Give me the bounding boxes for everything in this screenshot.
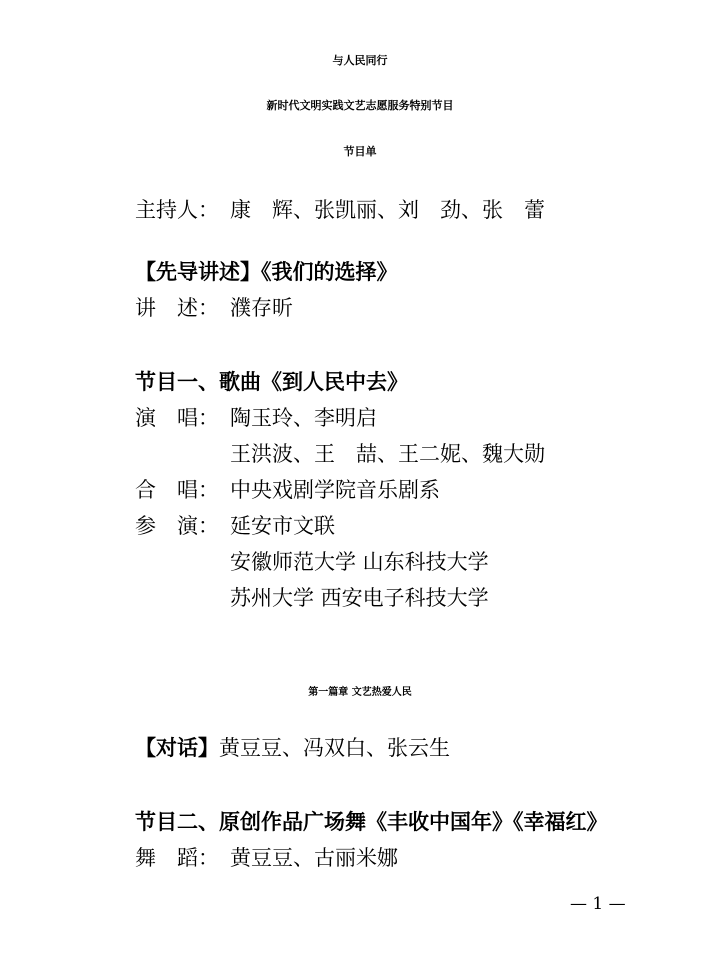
page-number: — 1 — [570, 894, 626, 914]
participants-value-1: 延安市文联 [230, 514, 335, 538]
singers-value-1: 陶玉玲、李明启 [230, 406, 377, 430]
program2-heading: 节目二、原创作品广场舞《丰收中国年》《幸福红》 [135, 810, 608, 834]
dance-label: 舞 蹈： [135, 846, 219, 870]
program1-chorus-line [135, 476, 440, 504]
program1-participants-line [135, 512, 335, 540]
title-line-2: 新时代文明实践文艺志愿服务特别节目 [266, 99, 454, 112]
participants-value-2: 安徽师范大学 山东科技大学 [230, 550, 489, 574]
chorus-label: 合 唱： [135, 478, 219, 502]
program1-singers-line [135, 404, 377, 432]
title-line-3: 节目单 [343, 145, 377, 158]
title-line-1: 与人民同行 [332, 54, 388, 67]
dance-value: 黄豆豆、古丽米娜 [230, 846, 398, 870]
singers-value-2: 王洪波、王 喆、王二妮、魏大勋 [230, 442, 545, 466]
participants-label: 参 演： [135, 514, 219, 538]
program1-heading: 节目一、歌曲《到人民中去》 [135, 370, 408, 394]
lead-narrator-line [135, 294, 293, 322]
singers-label: 演 唱： [135, 406, 219, 430]
chorus-value: 中央戏剧学院音乐剧系 [230, 478, 440, 502]
hosts-line [135, 196, 545, 224]
hosts-label: 主持人： [135, 198, 219, 222]
program2-dance-line [135, 844, 398, 872]
hosts-value: 康 辉、张凯丽、刘 劲、张 蕾 [230, 198, 545, 222]
lead-heading: 【先导讲述】《我们的选择》 [135, 260, 398, 284]
dialogue-value: 黄豆豆、冯双白、张云生 [219, 736, 450, 760]
dialogue-line [135, 734, 450, 762]
participants-value-3: 苏州大学 西安电子科技大学 [230, 586, 489, 610]
narrator-value: 濮存昕 [230, 296, 293, 320]
narrator-label: 讲 述： [135, 296, 219, 320]
chapter-title: 第一篇章 文艺热爱人民 [308, 687, 412, 698]
dialogue-label: 【对话】 [135, 736, 219, 760]
